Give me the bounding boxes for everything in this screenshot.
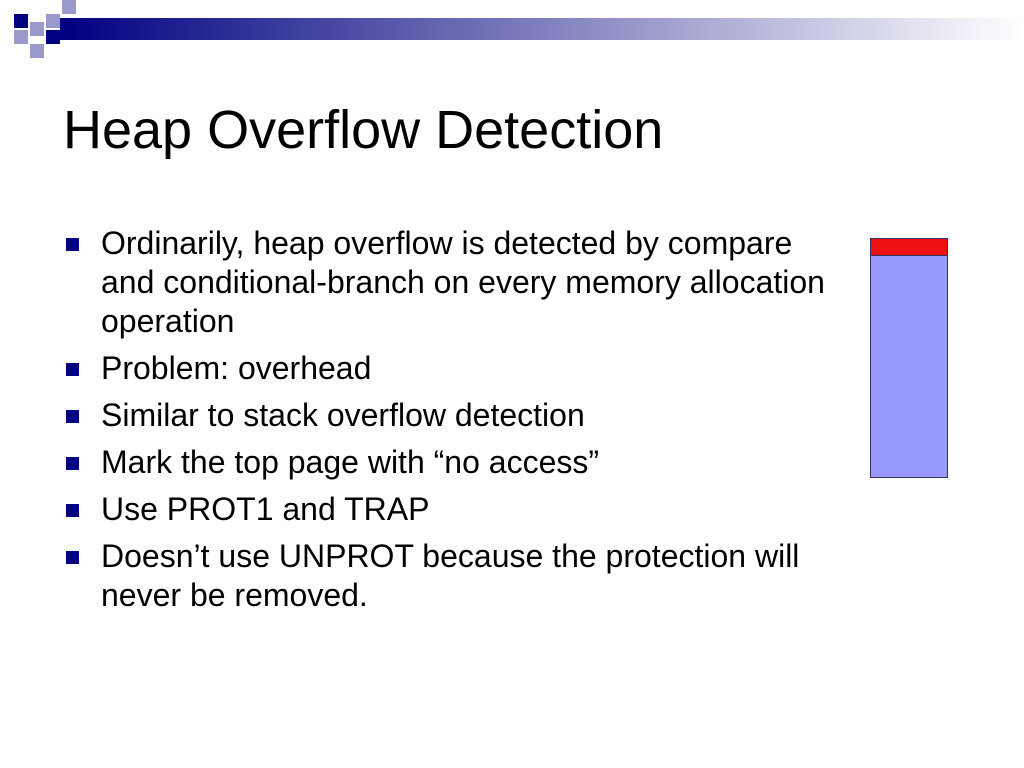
square-bullet-icon (66, 410, 79, 423)
decor-square (62, 0, 76, 14)
bullet-text: Mark the top page with “no access” (101, 444, 600, 480)
bullet-text: Similar to stack overflow detection (101, 397, 585, 433)
bullet-item (64, 224, 854, 341)
bullet-text: Doesn’t use UNPROT because the protection will never be removed. (101, 538, 800, 613)
bullet-text: Ordinarily, heap overflow is detected by compare and conditional-branch on every memory allocation operation (101, 225, 825, 339)
bullet-item (64, 537, 854, 615)
no-access-guard-page (870, 238, 948, 256)
title-decoration-bar (0, 18, 1024, 40)
decor-square (14, 14, 28, 28)
slide-title: Heap Overflow Detection (63, 100, 664, 160)
decor-square (30, 44, 44, 58)
decor-square (14, 30, 28, 44)
bullet-text: Problem: overhead (101, 350, 372, 386)
heap-block (870, 255, 948, 478)
decor-square (46, 30, 60, 44)
bullet-list (64, 224, 854, 623)
heap-memory-diagram (870, 238, 948, 478)
decor-square (46, 14, 60, 28)
bullet-text: Use PROT1 and TRAP (101, 491, 430, 527)
bullet-item (64, 349, 854, 388)
square-bullet-icon (66, 363, 79, 376)
bullet-item (64, 396, 854, 435)
square-bullet-icon (66, 457, 79, 470)
square-bullet-icon (66, 551, 79, 564)
bullet-item (64, 490, 854, 529)
square-bullet-icon (66, 504, 79, 517)
decor-square (30, 22, 44, 36)
gradient-bar (0, 18, 1024, 40)
bullet-item (64, 443, 854, 482)
square-bullet-icon (66, 238, 79, 251)
